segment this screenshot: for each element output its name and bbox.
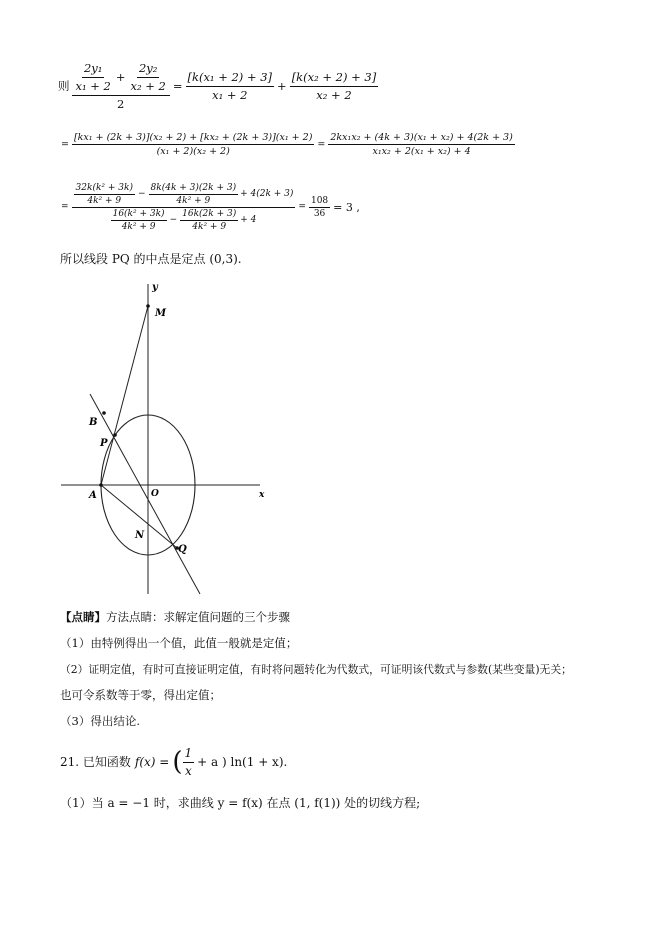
- eq3-result: = 3 ,: [333, 200, 360, 214]
- eq3-n1: $\frac{\text{32k(k² + 3k)}}{\text{4k² + 9}}$: [75, 182, 133, 206]
- label-m: M: [155, 308, 167, 319]
- eq1-frac-b: $\frac{\text{2y₂}}{\text{x₂ + 2}}$: [130, 60, 166, 93]
- label-q: Q: [178, 544, 187, 555]
- eq3-n2: $\frac{8k(4k + 3)(2k + 3)}{\text{4k² + 9}}$: [150, 182, 237, 206]
- point-m: [146, 304, 150, 308]
- problem-21-part-1: （1）当 a = −1 时，求曲线 y = f(x) 在点 (1, f(1)) 处的切线方程;: [60, 796, 421, 810]
- eq1-big-fraction: $\frac{\text{2y₁}}{\text{x₁ + 2}}$ + $\frac{\text{2y₂}}{\text{x₂ + 2}}$ 2: [72, 61, 170, 112]
- label-a: A: [89, 490, 97, 501]
- dianjing-step-1: （1）由特例得出一个值，此值一般就是定值；: [60, 636, 298, 650]
- eq3-result-fraction: $\frac{108}{36}$: [310, 195, 329, 219]
- label-b: B: [89, 417, 98, 428]
- eq1-term-1: $\frac{\text{[k(x₁ + 2) + 3]}}{\text{x₁ + 2}}$: [187, 69, 273, 102]
- geometry-figure: [55, 276, 275, 601]
- eq2-frac-b: $\frac{\text{2kx₁x₂ + (4k + 3)(x₁ + x₂) + 4(2k + 3)}}{\text{x₁x₂ + 2(x₁ + x₂) + 4}}$: [330, 131, 513, 157]
- equation-3: = $\frac{\text{32k(k² + 3k)}}{\text{4k² + 9}}$ − $\frac{8k(4k + 3)(2k + 3)}{\text{4k² + 9}}$ + 4(2k + 3) $\frac{\text{16(k² + 3k)}}{\text{4k² + 9}}$ − $\frac{16k(2k + 3)}{\text{4k² + 9}}$ + 4 = $\frac{108}{36}$ = 3 ,: [61, 182, 360, 232]
- equation-1: 则 $\frac{\text{2y₁}}{\text{x₁ + 2}}$ + $\frac{\text{2y₂}}{\text{x₂ + 2}}$ 2 = $\frac{\text{[k(x₁ + 2) + 3]}}{\text{x₁ + 2}}$ + $\frac{\text{[k(x₂ + 2) + 3]}}{\text{x₂ + 2}}$: [58, 60, 377, 111]
- problem-21-number: 21. 已知函数: [60, 754, 131, 769]
- conclusion-text: 所以线段 PQ 的中点是定点 (0,3).: [60, 252, 242, 266]
- problem-21-statement: 21. 已知函数 f(x) = ( $\frac{1}{x}$ + a ) ln(1 + x).: [60, 745, 288, 778]
- eq1-prefix: 则: [58, 78, 70, 93]
- point-b: [102, 411, 106, 415]
- dianjing-heading-line: [60, 610, 290, 625]
- label-p: P: [100, 438, 108, 449]
- dianjing-heading-text: 方法点睛：求解定值问题的三个步骤: [106, 610, 290, 624]
- dianjing-heading: 【点睛】: [60, 610, 106, 624]
- eq2-frac-a: $\frac{\text{[kx₁ + (2k + 3)](x₂ + 2) + [kx₂ + (2k + 3)](x₁ + 2)}}{\text{(x₁ + 2)(x₂ + 2)}}$: [73, 131, 313, 157]
- point-p: [113, 433, 117, 437]
- eq1-frac-a: $\frac{\text{2y₁}}{\text{x₁ + 2}}$: [75, 60, 111, 93]
- problem-21-tail: + a ) ln(1 + x).: [197, 754, 288, 769]
- point-a: [99, 483, 103, 487]
- label-y: y: [152, 282, 158, 293]
- label-o: O: [151, 489, 159, 499]
- label-x: x: [259, 490, 265, 500]
- eq3-d2: $\frac{16k(2k + 3)}{\text{4k² + 9}}$: [182, 208, 237, 232]
- eq3-d1: $\frac{\text{16(k² + 3k)}}{\text{4k² + 9}}$: [112, 208, 165, 232]
- dianjing-step-2-cont: 也可令系数等于零，得出定值；: [60, 688, 221, 702]
- line-am: [101, 306, 148, 485]
- dianjing-step-2: （2）证明定值，有时可直接证明定值，有时将问题转化为代数式，可证明该代数式与参数(某些变量)无关；: [60, 663, 572, 676]
- eq1-term-2: $\frac{\text{[k(x₂ + 2) + 3]}}{\text{x₂ + 2}}$: [291, 69, 377, 102]
- problem-21-fraction: $\frac{1}{x}$: [184, 745, 193, 778]
- label-n: N: [135, 530, 145, 541]
- eq3-big-fraction: $\frac{\text{32k(k² + 3k)}}{\text{4k² + 9}}$ − $\frac{8k(4k + 3)(2k + 3)}{\text{4k² + 9}}$ + 4(2k + 3) $\frac{\text{16(k² + 3k)}}{\text{4k² + 9}}$ − $\frac{16k(2k + 3)}{\text{4k² + 9}}$ + 4: [72, 183, 296, 232]
- line-bq: [90, 394, 200, 594]
- dianjing-step-3: （3）得出结论.: [60, 714, 140, 728]
- equation-2: = $\frac{\text{[kx₁ + (2k + 3)](x₂ + 2) + [kx₂ + (2k + 3)](x₁ + 2)}}{\text{(x₁ + 2)(x₂ + 2)}}$ = $\frac{\text{2kx₁x₂ + (4k + 3)(x₁ + x₂) + 4(2k + 3)}}{\text{x₁x₂ + 2(x₁ + x₂) + 4}}$: [61, 131, 513, 157]
- problem-21-fx: f(x) =: [134, 754, 170, 769]
